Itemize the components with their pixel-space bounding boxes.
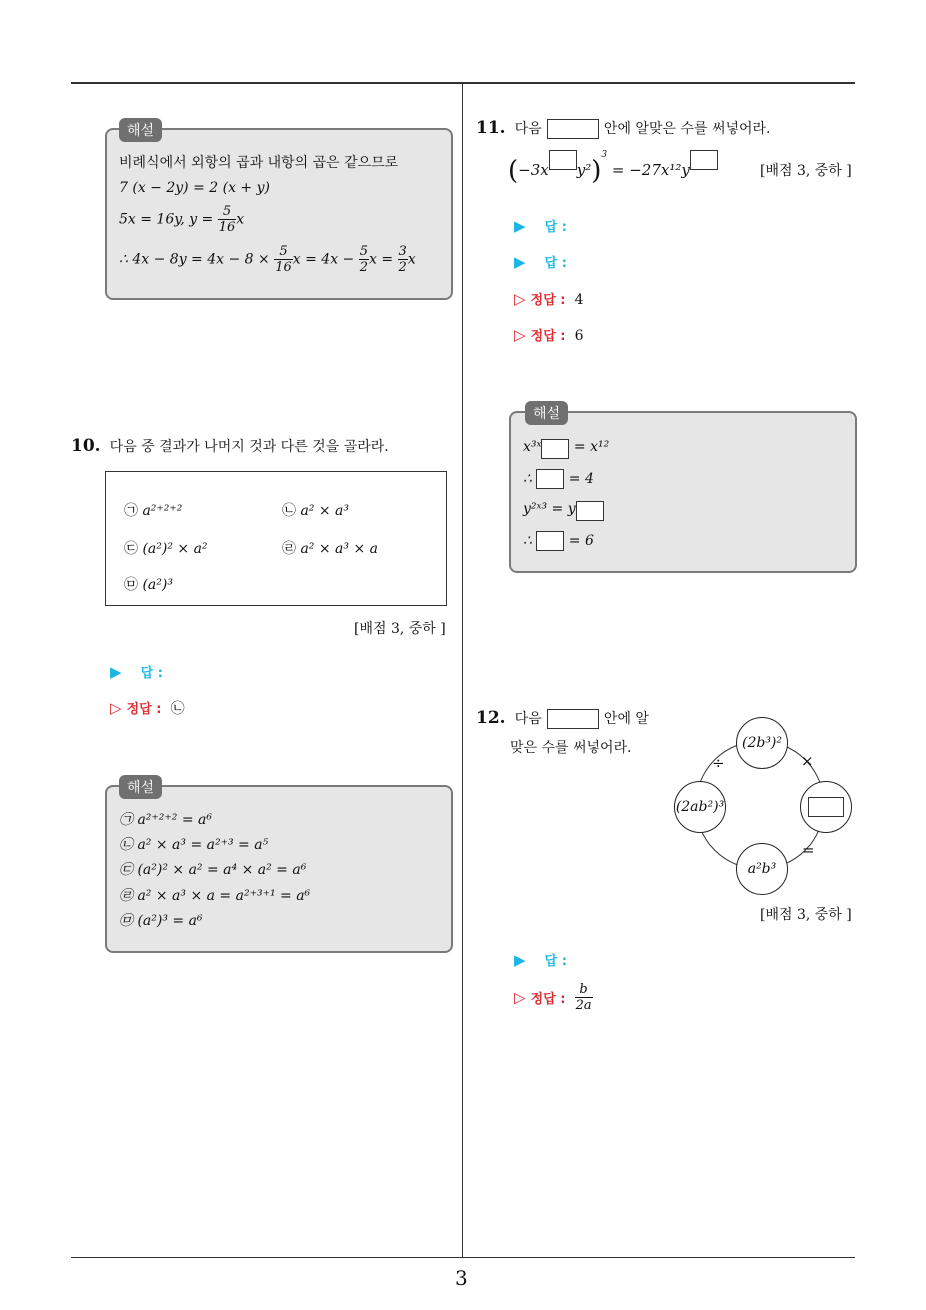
solution-line: ∴ = 4 [523, 471, 594, 487]
triangle-outline-icon: ▷ [110, 699, 122, 717]
solution-line: 7 (x − 2y) = 2 (x + y) [119, 180, 270, 196]
page-number: 3 [455, 1266, 468, 1290]
question-11-equation: (−3x y²)$^3$ = −27x¹²y [508, 150, 718, 186]
solution-panel-11 [509, 406, 857, 573]
correct-answer-row: ▷ 정답 : $\frac{b}{2a}$ [514, 982, 592, 1013]
correct-answer-row: ▷ 정답 : ㉡ [110, 699, 185, 717]
answer-row[interactable]: ▶ 답 : [514, 951, 567, 969]
solution-line: 비례식에서 외항의 곱과 내항의 곱은 같으므로 [119, 155, 399, 171]
solution-line: ∴ 4x − 8y = 4x − 8 × $\frac{5}{16}$ x = 4x − $\frac{5}{2}$ x = $\frac{3}{2}$ x [119, 244, 416, 275]
solution-line: y²ˣ³ = y [523, 501, 604, 521]
blank-box[interactable] [547, 709, 599, 729]
question-12-text: 맞은 수를 써넣어라. [510, 740, 632, 756]
answer-row[interactable]: ▶ 답 : [514, 217, 567, 235]
solution-line: ㉣ a² × a³ × a = a²⁺³⁺¹ = a⁶ [119, 888, 311, 904]
solution-line: 5x = 16y, y = $\frac{5}{16}$ x [119, 204, 245, 235]
score-label: [배점 3, 중하 ] [354, 621, 446, 637]
blank-box [576, 501, 604, 521]
blank-box[interactable] [690, 150, 718, 170]
choices-box [105, 471, 447, 606]
play-icon: ▶ [110, 663, 122, 681]
solution-tag: 해설 [119, 775, 162, 799]
column-divider [462, 84, 463, 1258]
solution-panel-10 [105, 780, 453, 953]
choice-5[interactable]: ㉤ (a²)³ [124, 577, 173, 593]
blank-box [536, 469, 564, 489]
solution-line: ㉠ a²⁺²⁺² = a⁶ [119, 812, 213, 828]
blank-box[interactable] [547, 119, 599, 139]
score-label: [배점 3, 중하 ] [760, 907, 852, 923]
question-10-heading: 10. 다음 중 결과가 나머지 것과 다른 것을 골라라. [71, 436, 389, 456]
diagram-node-left: (2ab²)³ [674, 781, 726, 833]
solution-line: ㉢ (a²)² × a² = a⁴ × a² = a⁶ [119, 862, 307, 878]
triangle-outline-icon: ▷ [514, 988, 526, 1007]
top-rule [71, 82, 855, 84]
play-icon: ▶ [514, 951, 526, 969]
blank-box[interactable] [549, 150, 577, 170]
choice-1[interactable]: ㉠ a²⁺²⁺² [124, 503, 183, 519]
correct-answer-row: ▷ 정답 : 6 [514, 326, 584, 344]
play-icon: ▶ [514, 217, 526, 235]
solution-panel-9 [105, 123, 453, 300]
triangle-outline-icon: ▷ [514, 326, 526, 344]
score-label: [배점 3, 중하 ] [760, 163, 852, 179]
blank-box[interactable] [808, 797, 844, 817]
question-11-heading: 11. 다음 안에 알맞은 수를 써넣어라. [476, 118, 771, 138]
choice-3[interactable]: ㉢ (a²)² × a² [124, 541, 208, 557]
solution-tag: 해설 [119, 118, 162, 142]
blank-box [541, 439, 569, 459]
play-icon: ▶ [514, 253, 526, 271]
diagram-node-bottom: a²b³ [736, 843, 788, 895]
solution-line: ㉡ a² × a³ = a²⁺³ = a⁵ [119, 837, 269, 853]
triangle-outline-icon: ▷ [514, 290, 526, 308]
solution-tag: 해설 [525, 401, 568, 425]
diagram-node-right [800, 781, 852, 833]
correct-answer-row: ▷ 정답 : 4 [514, 290, 584, 308]
solution-line: x³ˣ = x¹² [523, 439, 609, 459]
choice-4[interactable]: ㉣ a² × a³ × a [282, 541, 378, 557]
bottom-rule [71, 1257, 855, 1258]
question-12-heading: 12. 다음 안에 알 [476, 708, 649, 728]
equals-operator: = [802, 841, 815, 859]
diagram-node-top: (2b³)² [736, 717, 788, 769]
choice-2[interactable]: ㉡ a² × a³ [282, 503, 350, 519]
blank-box [536, 531, 564, 551]
divide-operator: ÷ [712, 754, 725, 772]
solution-line: ∴ = 6 [523, 533, 594, 549]
answer-row[interactable]: ▶ 답 : [110, 663, 163, 681]
answer-row[interactable]: ▶ 답 : [514, 253, 567, 271]
solution-line: ㉤ (a²)³ = a⁶ [119, 913, 203, 929]
multiply-operator: × [801, 752, 814, 770]
